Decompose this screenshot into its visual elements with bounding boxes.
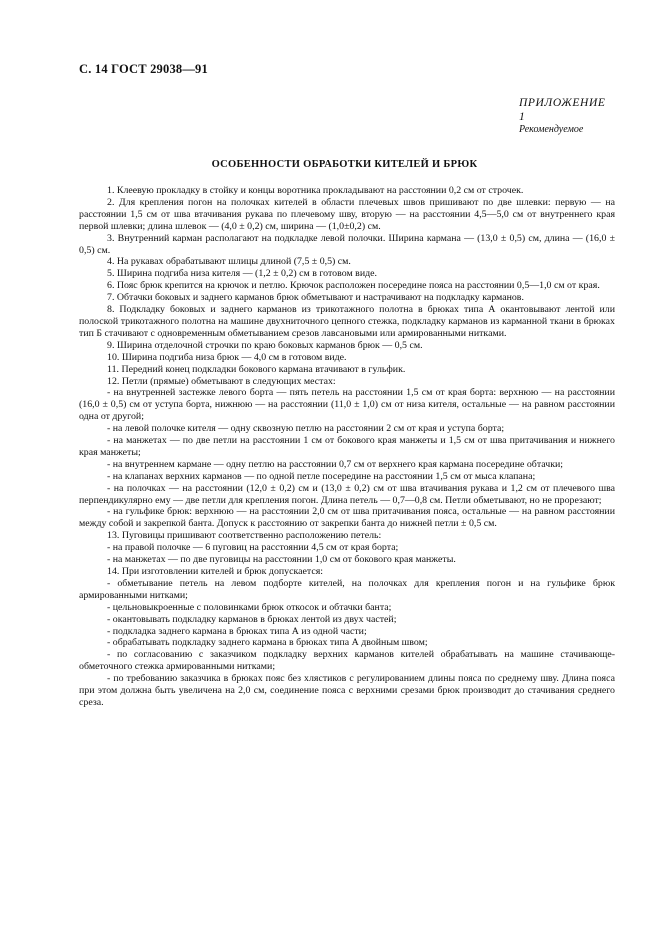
list-item: - по согласованию с заказчиком подкладку верхних карманов кителей обрабатывать на машине стачивающе-обметочного стежка армированными нитками; [79, 649, 615, 673]
list-item: - на манжетах — по две пуговицы на расстоянии 1,0 см от бокового края манжеты. [107, 554, 456, 566]
numbered-paragraph: 14. При изготовлении кителей и брюк допускается: [107, 566, 324, 577]
list-item: - на манжетах — по две петли на расстоянии 1 см от бокового края манжеты и 1,5 см от шва притачивания и нижнего края манжеты; [79, 435, 615, 458]
list-item: - на левой полочке кителя — одну сквозную петлю на расстоянии 2 см от края и уступа борта; [107, 423, 505, 435]
list-item: - по требованию заказчика в брюках пояс без хлястиков с регулированием длины пояса по среднему шву. Длина пояса при этом должна быть увеличена на 2,0 см, соединение пояса с верхними срезами брюк производит до стачивания среднего среза. [79, 673, 615, 708]
section-title: ОСОБЕННОСТИ ОБРАБОТКИ КИТЕЛЕЙ И БРЮК [211, 159, 478, 170]
numbered-paragraph: 11. Передний конец подкладки бокового кармана втачивают в гульфик. [107, 363, 406, 375]
page-header: С. 14 ГОСТ 29038—91 [79, 62, 208, 76]
appendix-label: ПРИЛОЖЕНИЕ 1 [519, 97, 606, 123]
numbered-paragraph: 1. Клеевую прокладку в стойку и концы воротника прокладывают на расстоянии 0,2 см от строчек. [107, 185, 524, 196]
numbered-paragraph: 13. Пуговицы пришивают соответственно расположению петель: [107, 530, 382, 542]
numbered-paragraph: 9. Ширина отделочной строчки по краю боковых карманов брюк — 0,5 см. [107, 339, 423, 351]
numbered-paragraph: 12. Петли (прямые) обметывают в следующих местах: [107, 375, 336, 387]
list-item: - на клапанах верхних карманов — по одной петле посередине на расстоянии 1,5 см от мыса клапана; [107, 470, 536, 482]
list-item: - на внутреннем кармане — одну петлю на расстоянии 0,7 см от верхнего края кармана посередине обтачки; [107, 458, 564, 470]
list-item: - на полочках — на расстоянии (12,0 ± 0,2) см и (13,0 ± 0,2) см от шва втачивания рукава и 1,2 см от плечевого шва перпендикулярно ему — две петли для крепления погон. Длина петель — 0,7—0,8 см. Петли обметывают, но не прорезают; [79, 482, 615, 506]
appendix-label-block [519, 96, 609, 136]
document-body [79, 185, 615, 709]
list-item: - на правой полочке — 6 пуговиц на расстоянии 4,5 см от края борта; [107, 542, 399, 554]
list-item: - на внутренней застежке левого борта — пять петель на расстоянии 1,5 см от края борта: верхнюю — на расстоянии (16,0 ± 0,5) см от уступа борта, нижнюю — на расстоянии (11,0 ± 1,0) см от низа кителя, остальные — на равном расстоянии одна от другой; [79, 387, 615, 423]
numbered-paragraph: 6. Пояс брюк крепится на крючок и петлю. Крючок расположен посередине пояса на расстоянии 0,5—1,0 см от края. [107, 280, 600, 292]
appendix-status: Рекомендуемое [519, 124, 584, 135]
list-item: - обметывание петель на левом подборте кителей, на полочках для крепления погон и на гульфике брюк армированными нитками; [79, 577, 615, 601]
numbered-paragraph: 10. Ширина подгиба низа брюк — 4,0 см в готовом виде. [107, 351, 347, 363]
numbered-paragraph: 2. Для крепления погон на полочках кителей в области плечевых швов пришивают по две шлевки: первую — на расстоянии 1,5 см от шва втачивания рукава по плечевому шву, вторую — на расстоянии 4,5—5,0 см от внутреннего края первой шлевки; длина шлевок — (4,0 ± 0,2) см, ширина — (1,0±0,2) см. [79, 196, 615, 232]
numbered-paragraph: 5. Ширина подгиба низа кителя — (1,2 ± 0,2) см в готовом виде. [107, 268, 377, 280]
list-item: - обрабатывать подкладку заднего кармана в брюках типа А двойным швом; [107, 637, 428, 649]
numbered-paragraph: 8. Подкладку боковых и заднего карманов из трикотажного полотна в брюках типа А окантовывают лентой или полоской трикотажного полотна на машине двухниточного цепного стежка, подкладку карманов из карманной ткани в брюках тип Б стачивают с одновременным обметыванием срезов лавсановыми или армированными нитками. [79, 304, 615, 339]
list-item: - цельновыкроенные с половинками брюк откосок и обтачки банта; [107, 601, 392, 613]
numbered-paragraph: 3. Внутренний карман располагают на подкладке левой полочки. Ширина кармана — (13,0 ± 0,5) см, длина — (16,0 ± 0,5) см. [79, 232, 615, 256]
list-item: - подкладка заднего кармана в брюках типа А из одной части; [107, 625, 367, 637]
numbered-paragraph: 7. Обтачки боковых и заднего карманов брюк обметывают и настрачивают на подкладку карманов. [107, 292, 524, 304]
list-item: - окантовывать подкладку карманов в брюках лентой из двух частей; [107, 613, 397, 625]
numbered-paragraph: 4. На рукавах обрабатывают шлицы длиной (7,5 ± 0,5) см. [107, 256, 351, 268]
list-item: - на гульфике брюк: верхнюю — на расстоянии 2,0 см от шва притачивания пояса, остальные — на равном расстоянии между собой и закрепкой банта. Допуск к расстоянию от закрепки банта до нижней петли ± 0,5 см. [79, 506, 615, 530]
